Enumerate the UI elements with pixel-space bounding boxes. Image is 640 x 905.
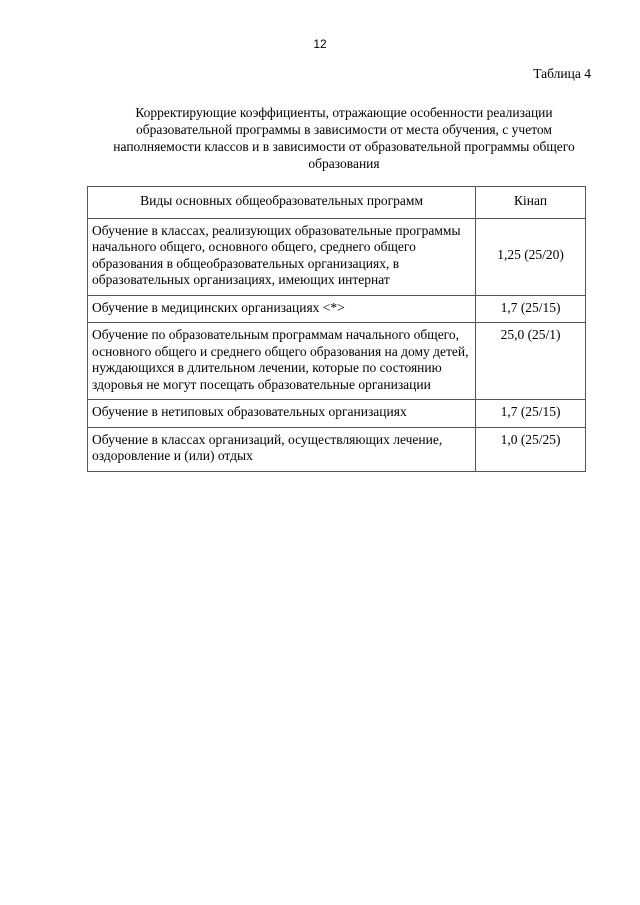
program-cell: Обучение в классах, реализующих образовательные программы начального общего, основного общего, среднего общего образования в общеобразовательных организациях, в образовательных организациях, имеющих интернат — [88, 218, 476, 295]
table-caption: Корректирующие коэффициенты, отражающие особенности реализации образовательной программы в зависимости от места обучения, с учетом наполняемости классов и в зависимости от образовательной программы общего образования — [113, 105, 575, 171]
coefficient-table — [87, 186, 586, 472]
program-cell: Обучение в медицинских организациях <*> — [88, 295, 476, 323]
program-cell: Обучение в нетиповых образовательных организациях — [88, 400, 476, 428]
header-row — [88, 187, 586, 219]
table-row — [88, 323, 586, 400]
table-header — [88, 187, 586, 219]
coefficient-cell: 1,7 (25/15) — [476, 400, 586, 428]
table-row — [88, 427, 586, 471]
table-label: Таблица 4 — [533, 66, 591, 81]
coefficient-cell: 1,7 (25/15) — [476, 295, 586, 323]
header-coefficient: Кінап — [476, 187, 586, 219]
table-body — [88, 218, 586, 471]
table-row — [88, 295, 586, 323]
coefficient-cell: 25,0 (25/1) — [476, 323, 586, 400]
table-row — [88, 400, 586, 428]
table-row — [88, 218, 586, 295]
coefficient-cell: 1,0 (25/25) — [476, 427, 586, 471]
page-number: 12 — [313, 37, 327, 51]
program-cell: Обучение в классах организаций, осуществляющих лечение, оздоровление и (или) отдых — [88, 427, 476, 471]
program-cell: Обучение по образовательным программам начального общего, основного общего и среднего общего образования на дому детей, нуждающихся в длительном лечении, которые по состоянию здоровья не могут посещать образовательные организации — [88, 323, 476, 400]
header-program: Виды основных общеобразовательных программ — [88, 187, 476, 219]
coefficient-cell: 1,25 (25/20) — [476, 218, 586, 295]
